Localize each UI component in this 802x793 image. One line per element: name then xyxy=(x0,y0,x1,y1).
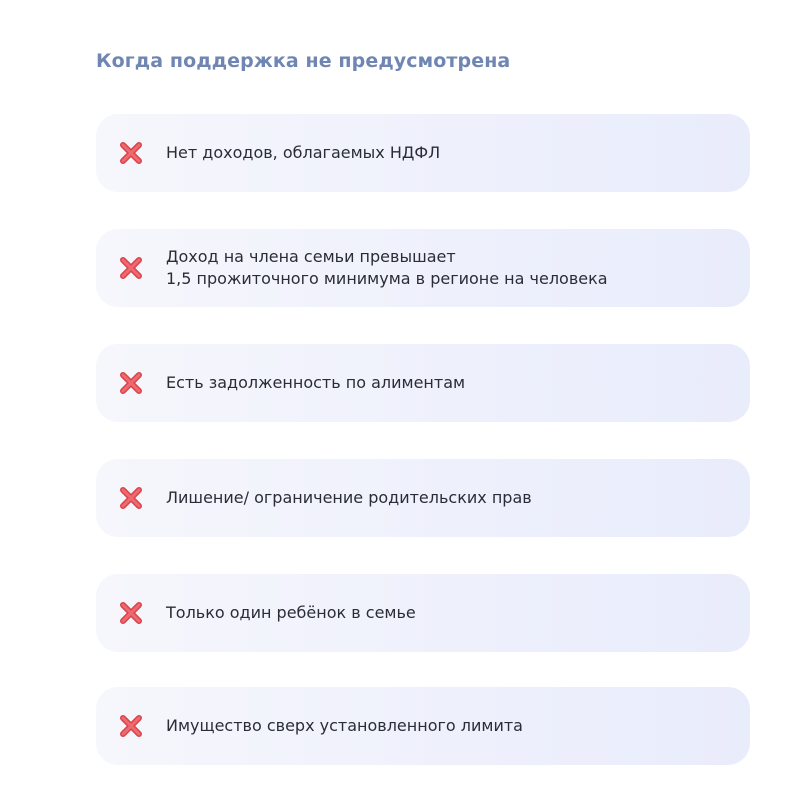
cross-icon xyxy=(118,713,144,739)
condition-card xyxy=(96,459,750,537)
condition-card xyxy=(96,574,750,652)
condition-text xyxy=(166,715,523,737)
condition-line: Только один ребёнок в семье xyxy=(166,603,416,622)
condition-line: Имущество сверх установленного лимита xyxy=(166,716,523,735)
condition-card xyxy=(96,344,750,422)
condition-text xyxy=(166,602,416,624)
cross-icon xyxy=(118,485,144,511)
condition-text xyxy=(166,246,608,290)
cross-icon xyxy=(118,370,144,396)
condition-line: Есть задолженность по алиментам xyxy=(166,373,466,392)
condition-line: Доход на члена семьи превышает xyxy=(166,247,456,266)
condition-text xyxy=(166,372,465,394)
condition-text xyxy=(166,142,440,164)
cross-icon xyxy=(118,140,144,166)
condition-card xyxy=(96,229,750,307)
cross-icon xyxy=(118,255,144,281)
cross-icon xyxy=(118,600,144,626)
condition-line: 1,5 прожиточного минимума в регионе на человека xyxy=(166,269,608,288)
condition-card xyxy=(96,687,750,765)
page-title: Когда поддержка не предусмотрена xyxy=(96,50,511,72)
condition-card xyxy=(96,114,750,192)
condition-line: Нет доходов, облагаемых НДФЛ xyxy=(166,143,441,162)
condition-line: Лишение/ ограничение родительских прав xyxy=(166,488,532,507)
condition-text xyxy=(166,487,532,509)
